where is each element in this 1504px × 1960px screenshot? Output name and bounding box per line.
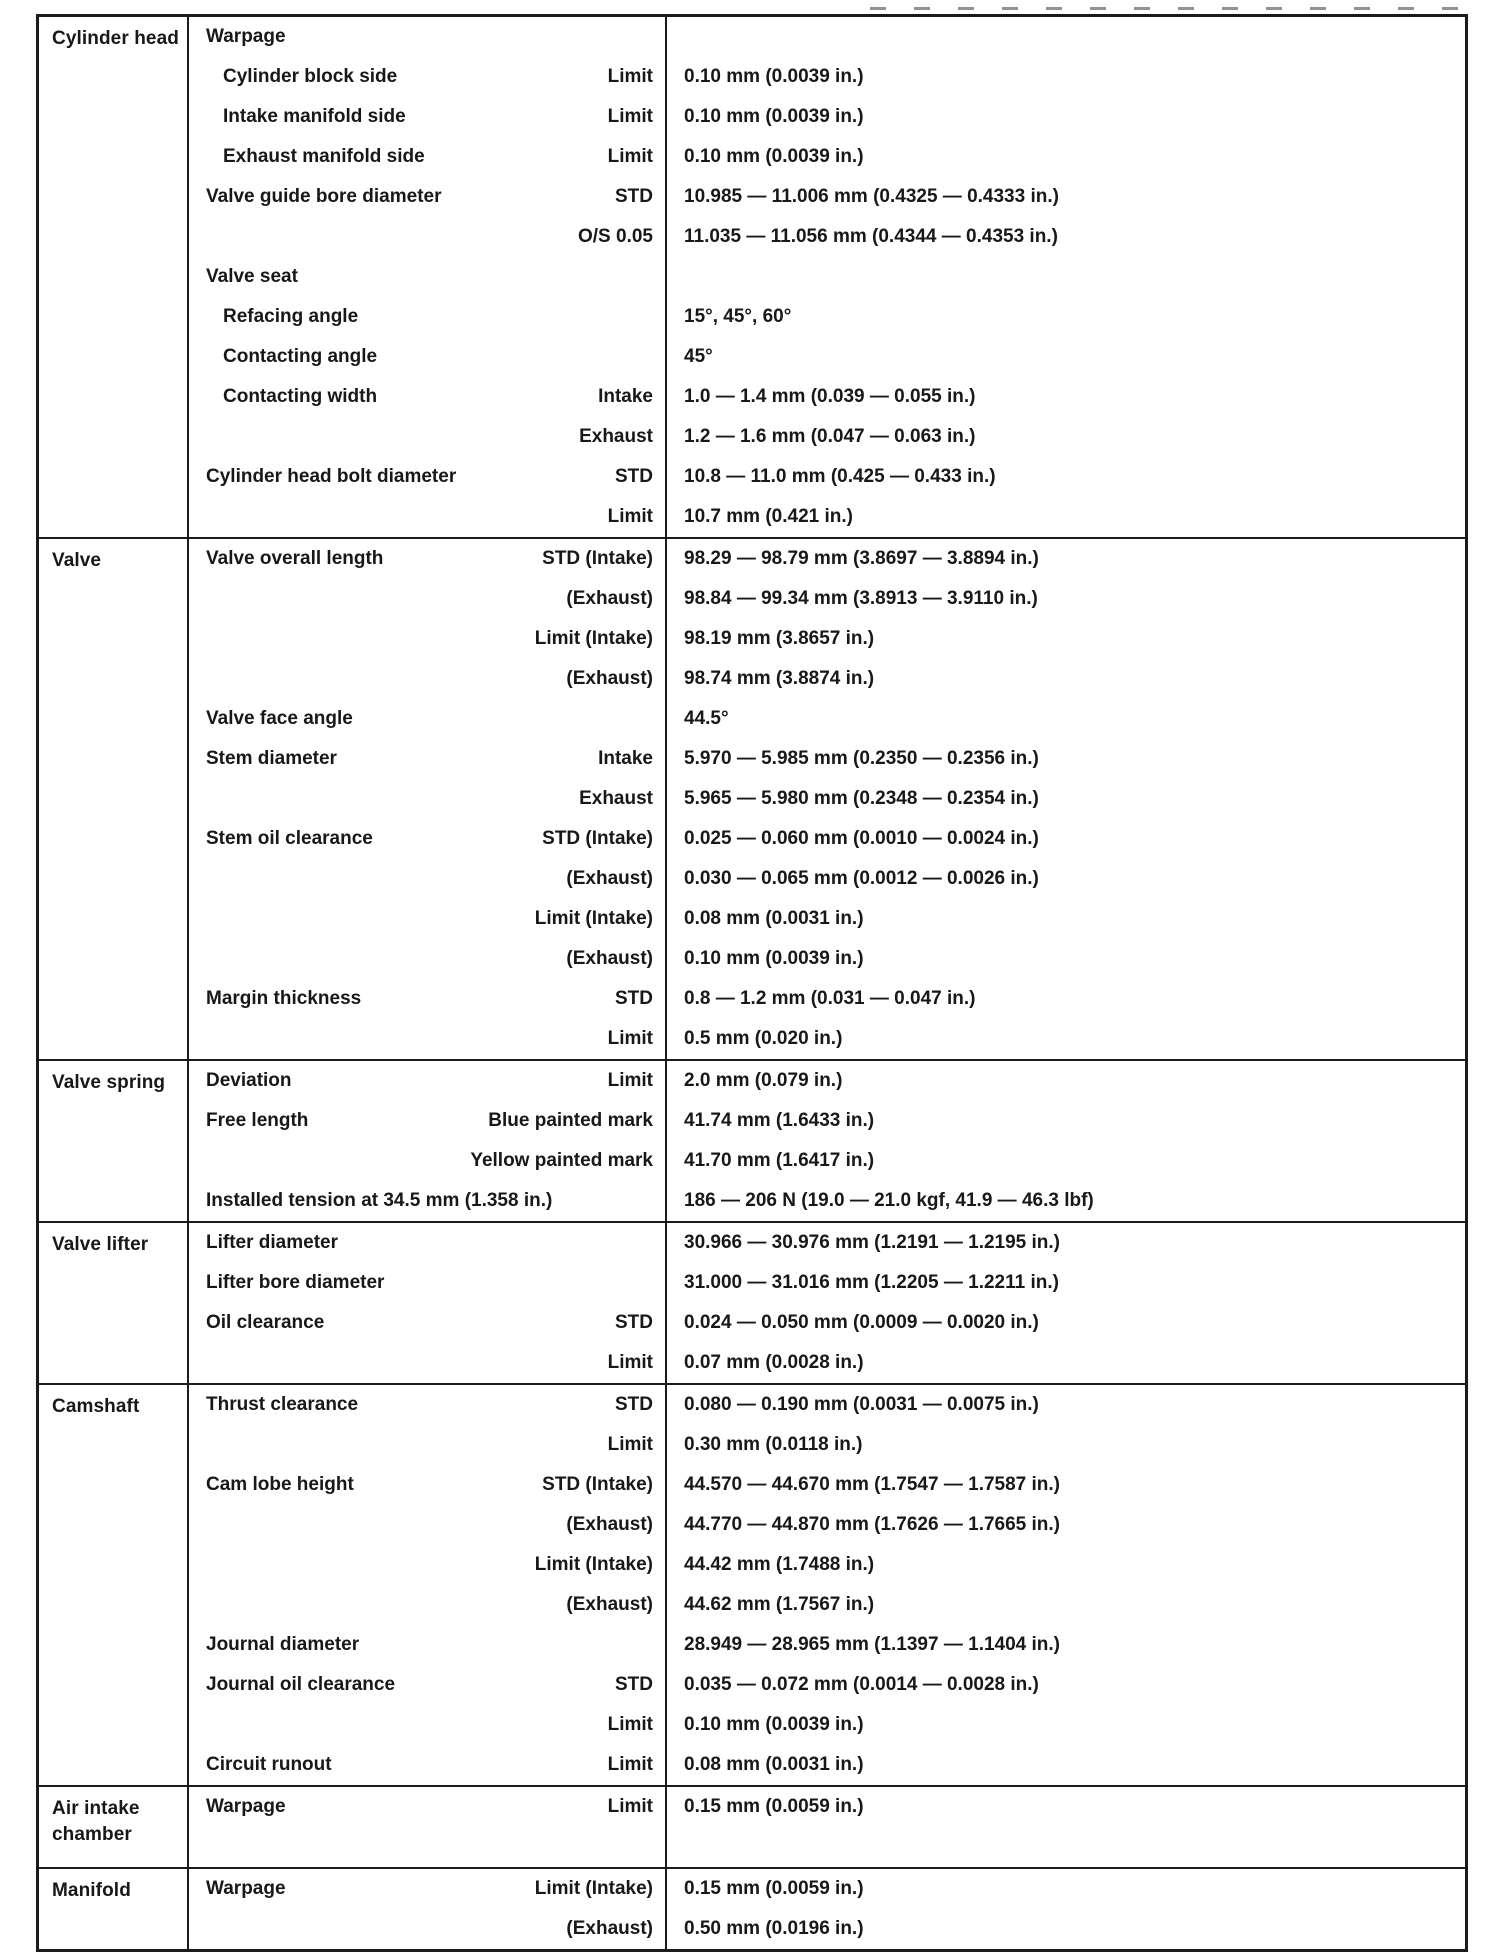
- item-label: Stem oil clearance: [206, 828, 373, 849]
- item-cell: [189, 1465, 667, 1505]
- item-label: Oil clearance: [206, 1312, 325, 1333]
- item-label: Journal diameter: [206, 1634, 360, 1655]
- table-row: [189, 1505, 1465, 1545]
- item-cell: [189, 17, 667, 57]
- table-row: [189, 1061, 1465, 1101]
- section-rows: [189, 1223, 1465, 1383]
- condition-label: (Exhaust): [566, 1594, 653, 1615]
- item-cell: [189, 257, 667, 297]
- table-row: [189, 1101, 1465, 1141]
- condition-label: Limit (Intake): [534, 1878, 653, 1899]
- value-text: 0.30 mm (0.0118 in.): [684, 1434, 863, 1455]
- section-rows: [189, 1869, 1465, 1949]
- value-text: 0.15 mm (0.0059 in.): [684, 1796, 864, 1817]
- table-row: [189, 137, 1465, 177]
- table-row: [189, 739, 1465, 779]
- item-label: Refacing angle: [223, 306, 359, 327]
- value-text: 0.08 mm (0.0031 in.): [684, 908, 864, 929]
- table-row: [189, 779, 1465, 819]
- item-cell: [189, 659, 667, 699]
- condition-label: Limit: [607, 146, 653, 167]
- component-name: Manifold: [39, 1869, 189, 1949]
- condition-label: Yellow painted mark: [470, 1150, 653, 1171]
- value-text: 5.970 — 5.985 mm (0.2350 — 0.2356 in.): [684, 748, 1039, 769]
- component-name: Cylinder head: [39, 17, 189, 537]
- item-label: Warpage: [206, 1796, 286, 1817]
- item-cell: [189, 1303, 667, 1343]
- item-label: Contacting angle: [223, 346, 378, 367]
- item-label: Journal oil clearance: [206, 1674, 396, 1695]
- condition-label: STD: [615, 466, 653, 487]
- item-cell: [189, 579, 667, 619]
- condition-label: (Exhaust): [566, 1514, 653, 1535]
- item-cell: [189, 1505, 667, 1545]
- condition-label: Limit (Intake): [534, 628, 653, 649]
- item-cell: [189, 539, 667, 579]
- condition-label: Limit: [607, 1028, 653, 1049]
- value-text: 0.07 mm (0.0028 in.): [684, 1352, 864, 1373]
- item-cell: [189, 699, 667, 739]
- table-row: [189, 1263, 1465, 1303]
- item-label: Exhaust manifold side: [223, 146, 425, 167]
- condition-label: Intake: [598, 386, 653, 407]
- condition-label: Limit: [607, 1754, 653, 1775]
- item-label: Margin thickness: [206, 988, 362, 1009]
- table-row: [189, 1181, 1465, 1221]
- table-row: [189, 1425, 1465, 1465]
- item-cell: [189, 1101, 667, 1141]
- table-row: [189, 17, 1465, 57]
- section-rows: [189, 1385, 1465, 1785]
- component-name: Valve spring: [39, 1061, 189, 1221]
- table-row: [189, 57, 1465, 97]
- table-row: [189, 1343, 1465, 1383]
- value-text: [667, 257, 1465, 297]
- value-text: 10.985 — 11.006 mm (0.4325 — 0.4333 in.): [684, 186, 1059, 207]
- value-text: 1.2 — 1.6 mm (0.047 — 0.063 in.): [684, 426, 976, 447]
- condition-label: STD: [615, 1312, 653, 1333]
- value-text: 0.10 mm (0.0039 in.): [684, 146, 864, 167]
- spec-section: [39, 1383, 1465, 1785]
- item-label: Circuit runout: [206, 1754, 332, 1775]
- value-text: 41.70 mm (1.6417 in.): [684, 1150, 875, 1171]
- table-row: [189, 819, 1465, 859]
- table-row: [189, 497, 1465, 537]
- value-text: [667, 17, 1465, 57]
- item-cell: [189, 1909, 667, 1949]
- condition-label: Limit: [607, 506, 653, 527]
- table-row: [189, 457, 1465, 497]
- table-row: [189, 859, 1465, 899]
- table-row: [189, 539, 1465, 579]
- value-text: 2.0 mm (0.079 in.): [684, 1070, 843, 1091]
- value-text: 44.62 mm (1.7567 in.): [684, 1594, 875, 1615]
- item-label: Installed tension at 34.5 mm (1.358 in.): [206, 1190, 553, 1211]
- item-cell: [189, 1019, 667, 1059]
- item-label: Intake manifold side: [223, 106, 406, 127]
- item-cell: [189, 1745, 667, 1785]
- item-cell: [189, 1223, 667, 1263]
- condition-label: Limit (Intake): [534, 908, 653, 929]
- value-text: 0.030 — 0.065 mm (0.0012 — 0.0026 in.): [684, 868, 1039, 889]
- item-cell: [189, 97, 667, 137]
- condition-label: Limit: [607, 1070, 653, 1091]
- table-row: [189, 1545, 1465, 1585]
- table-row: [189, 1745, 1465, 1785]
- condition-label: STD (Intake): [542, 828, 653, 849]
- condition-label: (Exhaust): [566, 868, 653, 889]
- condition-label: (Exhaust): [566, 948, 653, 969]
- table-row: [189, 579, 1465, 619]
- condition-label: Limit: [607, 1434, 653, 1455]
- section-rows: [189, 17, 1465, 537]
- item-cell: [189, 377, 667, 417]
- value-text: 0.10 mm (0.0039 in.): [684, 106, 864, 127]
- condition-label: Limit: [607, 1714, 653, 1735]
- item-cell: [189, 1181, 667, 1221]
- table-row: [189, 1625, 1465, 1665]
- table-row: [189, 1385, 1465, 1425]
- condition-label: Limit: [607, 106, 653, 127]
- spec-section: [39, 537, 1465, 1059]
- spec-section: [39, 17, 1465, 537]
- condition-label: STD (Intake): [542, 548, 653, 569]
- item-cell: [189, 979, 667, 1019]
- value-text: 0.035 — 0.072 mm (0.0014 — 0.0028 in.): [684, 1674, 1039, 1695]
- table-row: [189, 337, 1465, 377]
- table-row: [189, 619, 1465, 659]
- item-cell: [189, 337, 667, 377]
- value-text: 41.74 mm (1.6433 in.): [684, 1110, 875, 1131]
- condition-label: Exhaust: [579, 788, 653, 809]
- item-label: Cylinder head bolt diameter: [206, 466, 457, 487]
- table-row: [189, 257, 1465, 297]
- item-label: Warpage: [206, 26, 286, 47]
- section-rows: [189, 1061, 1465, 1221]
- item-cell: [189, 1625, 667, 1665]
- value-text: 15°, 45°, 60°: [684, 306, 792, 327]
- table-row: [189, 217, 1465, 257]
- item-cell: [189, 137, 667, 177]
- item-cell: [189, 417, 667, 457]
- table-row: [189, 1787, 1465, 1827]
- value-text: 1.0 — 1.4 mm (0.039 — 0.055 in.): [684, 386, 976, 407]
- value-text: 11.035 — 11.056 mm (0.4344 — 0.4353 in.): [684, 226, 1058, 247]
- item-cell: [189, 217, 667, 257]
- value-text: 0.08 mm (0.0031 in.): [684, 1754, 864, 1775]
- table-row: [189, 899, 1465, 939]
- item-cell: [189, 297, 667, 337]
- item-cell: [189, 1425, 667, 1465]
- value-text: 30.966 — 30.976 mm (1.2191 — 1.2195 in.): [684, 1232, 1061, 1253]
- table-row: [189, 1465, 1465, 1505]
- condition-label: O/S 0.05: [578, 226, 653, 247]
- item-cell: [189, 619, 667, 659]
- item-cell: [189, 1705, 667, 1745]
- value-text: 28.949 — 28.965 mm (1.1397 — 1.1404 in.): [684, 1634, 1061, 1655]
- table-row: [189, 1705, 1465, 1745]
- condition-label: (Exhaust): [566, 668, 653, 689]
- value-text: 0.025 — 0.060 mm (0.0010 — 0.0024 in.): [684, 828, 1039, 849]
- condition-label: STD: [615, 186, 653, 207]
- condition-label: STD: [615, 1394, 653, 1415]
- table-row: [189, 699, 1465, 739]
- item-label: Lifter diameter: [206, 1232, 338, 1253]
- section-rows: [189, 539, 1465, 1059]
- value-text: 44.42 mm (1.7488 in.): [684, 1554, 875, 1575]
- item-cell: [189, 739, 667, 779]
- item-cell: [189, 1061, 667, 1101]
- value-text: 0.15 mm (0.0059 in.): [684, 1878, 864, 1899]
- item-cell: [189, 1585, 667, 1625]
- table-row: [189, 1909, 1465, 1949]
- item-cell: [189, 1343, 667, 1383]
- item-label: Valve overall length: [206, 548, 384, 569]
- item-cell: [189, 819, 667, 859]
- table-row: [189, 1869, 1465, 1909]
- item-label: Cam lobe height: [206, 1474, 354, 1495]
- value-text: 10.7 mm (0.421 in.): [684, 506, 853, 527]
- condition-label: STD: [615, 988, 653, 1009]
- table-row: [189, 1223, 1465, 1263]
- value-text: 0.10 mm (0.0039 in.): [684, 948, 864, 969]
- component-name: Air intake chamber: [39, 1787, 189, 1867]
- table-row: [189, 1303, 1465, 1343]
- condition-label: Limit: [607, 66, 653, 87]
- table-row: [189, 979, 1465, 1019]
- item-cell: [189, 1665, 667, 1705]
- item-label: Warpage: [206, 1878, 286, 1899]
- item-label: Stem diameter: [206, 748, 337, 769]
- condition-label: Intake: [598, 748, 653, 769]
- value-text: 31.000 — 31.016 mm (1.2205 — 1.2211 in.): [684, 1272, 1059, 1293]
- item-cell: [189, 1787, 667, 1827]
- condition-label: STD: [615, 1674, 653, 1695]
- item-label: Valve face angle: [206, 708, 353, 729]
- table-row: [189, 297, 1465, 337]
- item-cell: [189, 457, 667, 497]
- item-cell: [189, 57, 667, 97]
- item-label: Contacting width: [223, 386, 378, 407]
- value-text: 5.965 — 5.980 mm (0.2348 — 0.2354 in.): [684, 788, 1039, 809]
- table-row: [189, 1019, 1465, 1059]
- section-rows: [189, 1787, 1465, 1867]
- value-text: 0.10 mm (0.0039 in.): [684, 66, 864, 87]
- item-cell: [189, 177, 667, 217]
- scan-artifact-dashes: [870, 7, 1466, 10]
- item-cell: [189, 1263, 667, 1303]
- table-row: [189, 659, 1465, 699]
- component-name: Valve: [39, 539, 189, 1059]
- condition-label: Limit: [607, 1796, 653, 1817]
- value-text: 0.080 — 0.190 mm (0.0031 — 0.0075 in.): [684, 1394, 1039, 1415]
- value-text: 98.84 — 99.34 mm (3.8913 — 3.9110 in.): [684, 588, 1038, 609]
- value-text: 0.8 — 1.2 mm (0.031 — 0.047 in.): [684, 988, 976, 1009]
- condition-label: (Exhaust): [566, 588, 653, 609]
- table-row: [189, 1827, 1465, 1867]
- component-name: Camshaft: [39, 1385, 189, 1785]
- table-row: [189, 177, 1465, 217]
- spec-section: [39, 1867, 1465, 1949]
- value-text: 98.19 mm (3.8657 in.): [684, 628, 875, 649]
- condition-label: (Exhaust): [566, 1918, 653, 1939]
- item-label: Cylinder block side: [223, 66, 398, 87]
- value-text: 98.29 — 98.79 mm (3.8697 — 3.8894 in.): [684, 548, 1039, 569]
- table-row: [189, 417, 1465, 457]
- spec-section: [39, 1221, 1465, 1383]
- value-text: 0.024 — 0.050 mm (0.0009 — 0.0020 in.): [684, 1312, 1039, 1333]
- item-label: Valve guide bore diameter: [206, 186, 442, 207]
- value-text: 98.74 mm (3.8874 in.): [684, 668, 875, 689]
- table-row: [189, 1141, 1465, 1181]
- value-text: 0.5 mm (0.020 in.): [684, 1028, 843, 1049]
- component-name: Valve lifter: [39, 1223, 189, 1383]
- value-text: [667, 1827, 1465, 1867]
- item-label: Deviation: [206, 1070, 292, 1091]
- item-cell: [189, 1545, 667, 1585]
- spec-table: [36, 14, 1468, 1952]
- item-cell: [189, 859, 667, 899]
- condition-label: STD (Intake): [542, 1474, 653, 1495]
- table-row: [189, 377, 1465, 417]
- table-row: [189, 939, 1465, 979]
- spec-section: [39, 1785, 1465, 1867]
- item-label: Valve seat: [206, 266, 298, 287]
- item-label: Thrust clearance: [206, 1394, 359, 1415]
- value-text: 10.8 — 11.0 mm (0.425 — 0.433 in.): [684, 466, 996, 487]
- item-cell: [189, 1385, 667, 1425]
- value-text: 44.770 — 44.870 mm (1.7626 — 1.7665 in.): [684, 1514, 1061, 1535]
- table-row: [189, 1665, 1465, 1705]
- table-row: [189, 97, 1465, 137]
- value-text: 0.50 mm (0.0196 in.): [684, 1918, 864, 1939]
- condition-label: Limit (Intake): [534, 1554, 653, 1575]
- condition-label: Limit: [607, 1352, 653, 1373]
- item-cell: [189, 1827, 667, 1867]
- item-cell: [189, 497, 667, 537]
- value-text: 44.5°: [684, 708, 729, 729]
- condition-label: Blue painted mark: [488, 1110, 653, 1131]
- value-text: 0.10 mm (0.0039 in.): [684, 1714, 864, 1735]
- value-text: 186 — 206 N (19.0 — 21.0 kgf, 41.9 — 46.3 lbf): [684, 1190, 1094, 1211]
- item-cell: [189, 779, 667, 819]
- item-cell: [189, 939, 667, 979]
- condition-label: Exhaust: [579, 426, 653, 447]
- item-cell: [189, 899, 667, 939]
- item-label: Lifter bore diameter: [206, 1272, 385, 1293]
- table-row: [189, 1585, 1465, 1625]
- spec-section: [39, 1059, 1465, 1221]
- item-cell: [189, 1869, 667, 1909]
- item-label: Free length: [206, 1110, 309, 1131]
- value-text: 45°: [684, 346, 713, 367]
- value-text: 44.570 — 44.670 mm (1.7547 — 1.7587 in.): [684, 1474, 1061, 1495]
- item-cell: [189, 1141, 667, 1181]
